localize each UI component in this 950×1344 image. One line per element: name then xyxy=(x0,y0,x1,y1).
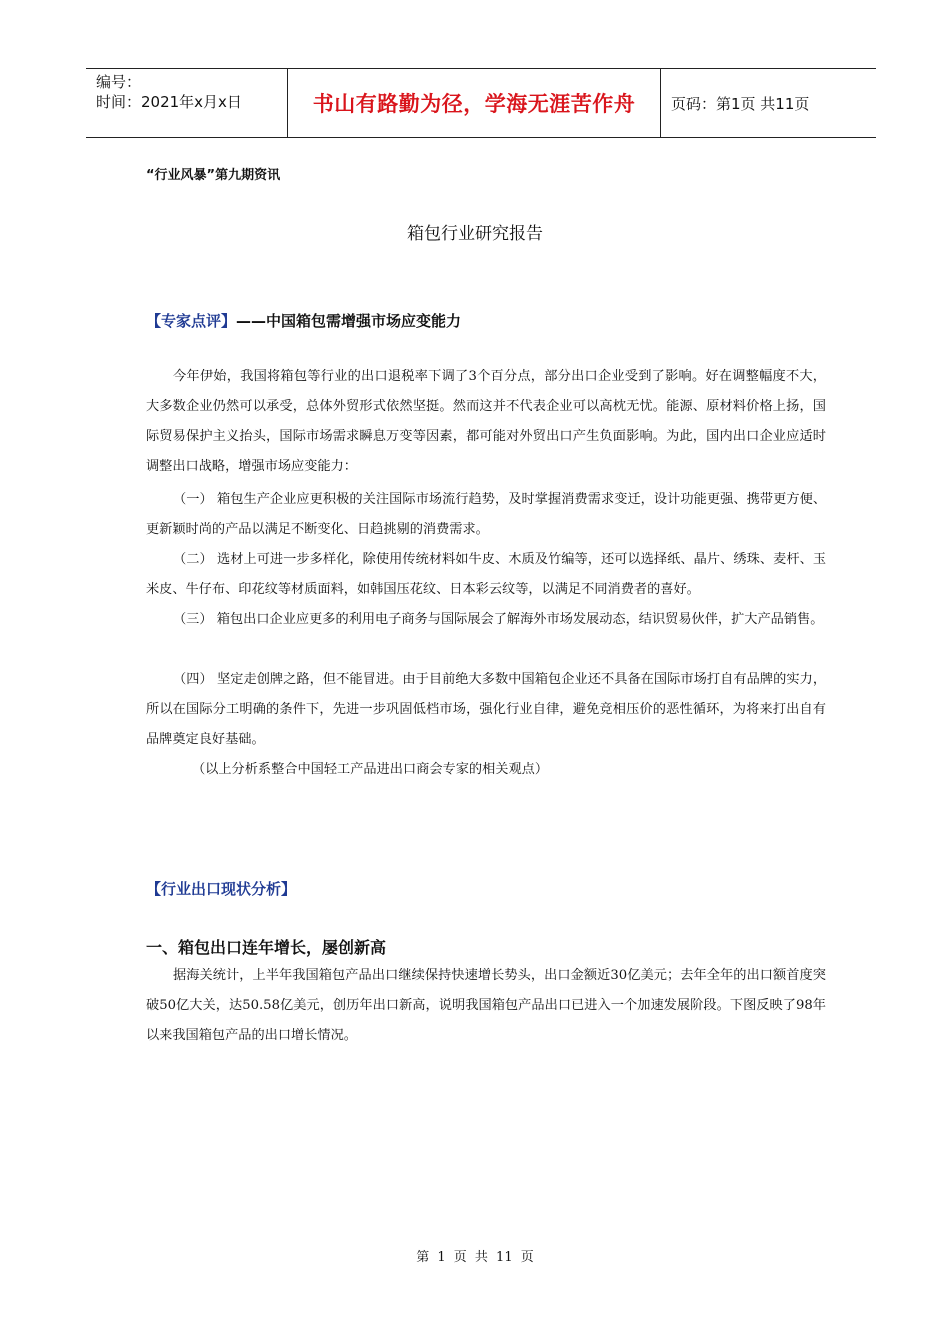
export-subheading: 一、箱包出口连年增长，屡创新高 xyxy=(146,938,387,957)
issue-label: “行业风暴”第九期资讯 xyxy=(146,168,281,183)
header-meta xyxy=(96,72,242,112)
header-divider xyxy=(660,69,661,137)
page-info: 页码：第1页 共11页 xyxy=(671,94,810,113)
export-heading: 【行业出口现状分析】 xyxy=(146,880,297,898)
export-body: 据海关统计，上半年我国箱包产品出口继续保持快速增长势头，出口金额近30亿美元；去年全年的出口额首度突破50亿大关，达50.58亿美元，创历年出口新高，说明我国箱包产品出口已进入一个加速发展阶段。下图反映了98年以来我国箱包产品的出口增长情况。 xyxy=(146,968,826,1043)
expert-point-1: （一） 箱包生产企业应更积极的关注国际市场流行趋势，及时掌握消费需求变迁，设计功能更强、携带更方便、更新颖时尚的产品以满足不断变化、日趋挑剔的消费需求。 xyxy=(146,492,826,537)
source-note: （以上分析系整合中国轻工产品进出口商会专家的相关观点） xyxy=(192,762,549,777)
expert-intro: 今年伊始，我国将箱包等行业的出口退税率下调了3个百分点，部分出口企业受到了影响。好在调整幅度不大，大多数企业仍然可以承受，总体外贸形式依然坚挺。然而这并不代表企业可以高枕无忧。能源、原材料价格上扬，国际贸易保护主义抬头，国际市场需求瞬息万变等因素，都可能对外贸出口产生负面影响。为此，国内出口企业应适时调整出口战略，增强市场应变能力： xyxy=(146,369,826,474)
page-footer: 第 1 页 共 11 页 xyxy=(416,1250,534,1265)
motto: 书山有路勤为径，学海无涯苦作舟 xyxy=(312,92,636,116)
expert-heading-tag: 【专家点评】 xyxy=(146,312,237,330)
time-label: 时间：2021年x月x日 xyxy=(96,93,242,111)
expert-heading xyxy=(146,310,461,331)
expert-point-3: （三） 箱包出口企业应更多的利用电子商务与国际展会了解海外市场发展动态，结识贸易伙伴，扩大产品销售。 xyxy=(173,612,824,627)
header-table xyxy=(86,68,876,138)
expert-heading-text: ——中国箱包需增强市场应变能力 xyxy=(236,312,462,330)
page-title: 箱包行业研究报告 xyxy=(407,224,543,244)
expert-point-2: （二） 选材上可进一步多样化，除使用传统材料如牛皮、木质及竹编等，还可以选择纸、晶片、绣珠、麦杆、玉米皮、牛仔布、印花纹等材质面料，如韩国压花纹、日本彩云纹等，以满足不同消费者的喜好。 xyxy=(146,552,826,597)
number-label: 编号： xyxy=(96,73,142,91)
expert-point-4: （四） 坚定走创牌之路，但不能冒进。由于目前绝大多数中国箱包企业还不具备在国际市场打自有品牌的实力，所以在国际分工明确的条件下，先进一步巩固低档市场，强化行业自律，避免竞相压价的恶性循环，为将来打出自有品牌奠定良好基础。 xyxy=(146,672,826,747)
